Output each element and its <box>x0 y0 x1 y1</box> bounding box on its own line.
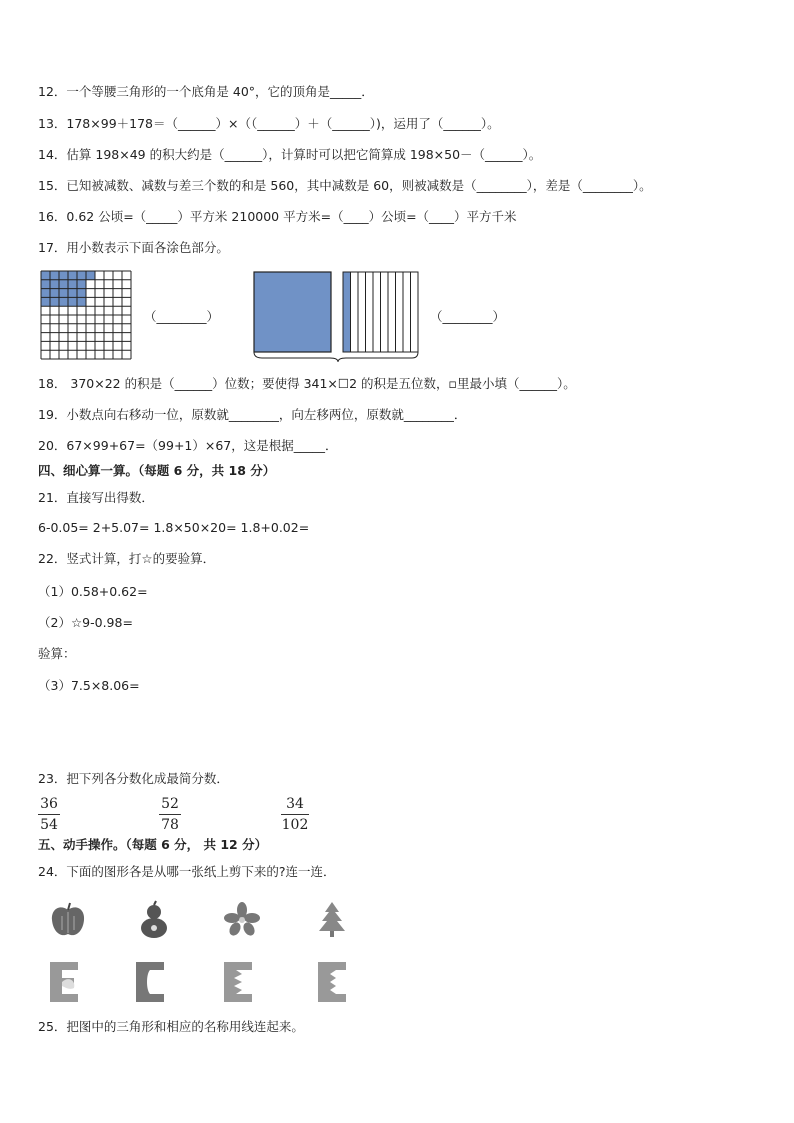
answer-blank-grid[interactable]: （________） <box>144 309 220 324</box>
question-12: 12．一个等腰三角形的一个底角是 40°，它的顶角是_____． <box>38 84 374 99</box>
grid-shaded-cell <box>77 289 86 298</box>
strip <box>351 272 359 352</box>
square-and-strips-figure <box>252 270 424 362</box>
fraction-2-denominator: 78 <box>161 817 179 833</box>
grid-shaded-cell <box>77 297 86 306</box>
fraction-2-numerator: 52 <box>161 796 179 812</box>
grid-shaded-cell <box>50 271 59 280</box>
paper-cut-1-icon[interactable] <box>48 960 82 1004</box>
strip <box>403 272 411 352</box>
grid-shaded-cell <box>41 271 50 280</box>
hundred-grid-figure <box>40 270 132 360</box>
flower-icon[interactable] <box>222 900 262 940</box>
section-4-heading: 四、细心算一算。（每题 6 分，共 18 分） <box>38 463 276 478</box>
grid-shaded-cell <box>50 280 59 289</box>
tree-icon[interactable] <box>312 900 352 940</box>
question-19: 19．小数点向右移动一位，原数就________，向左移两位，原数就________． <box>38 407 467 422</box>
grid-shaded-cell <box>41 289 50 298</box>
question-25: 25．把图中的三角形和相应的名称用线连起来。 <box>38 1019 304 1034</box>
grid-shaded-cell <box>68 297 77 306</box>
paper-cut-3-icon[interactable] <box>222 960 256 1004</box>
gourd-icon[interactable] <box>134 900 174 940</box>
strip <box>388 272 396 352</box>
strip <box>396 272 404 352</box>
grid-shaded-cell <box>59 271 68 280</box>
strip <box>366 272 374 352</box>
strip <box>358 272 366 352</box>
grouping-brace <box>254 352 418 362</box>
grid-shaded-cell <box>50 289 59 298</box>
question-18: 18． 370×22 的积是（______）位数；要使得 341×☐2 的积是五位数，▫里最小填（______）。 <box>38 376 576 391</box>
shaded-full-square <box>254 272 331 352</box>
grid-shaded-cell <box>41 297 50 306</box>
grid-shaded-cell <box>59 280 68 289</box>
question-13: 13．178×99＋178＝（______）×（（______）＋（______）)，运用了（______）。 <box>38 116 500 131</box>
grid-shaded-cell <box>50 297 59 306</box>
grid-shaded-cell <box>86 271 95 280</box>
question-20: 20．67×99+67=（99+1）×67，这是根据_____． <box>38 438 338 453</box>
question-21: 21．直接写出得数． <box>38 490 154 505</box>
question-22: 22．竖式计算，打☆的要验算． <box>38 551 216 566</box>
strip <box>381 272 389 352</box>
paper-cut-2-icon[interactable] <box>134 960 168 1004</box>
grid-shaded-cell <box>59 297 68 306</box>
grid-shaded-cell <box>77 271 86 280</box>
question-22-part-3: （3）7.5×8.06= <box>38 678 140 693</box>
check-label: 验算： <box>38 646 76 661</box>
question-22-part-1: （1）0.58+0.62= <box>38 584 148 599</box>
question-16: 16．0.62 公顷=（_____）平方米 210000 平方米=（____）公顷=（____）平方千米 <box>38 209 517 224</box>
question-14: 14．估算 198×49 的积大约是（______），计算时可以把它简算成 198×50－（______）。 <box>38 147 542 162</box>
fraction-1 <box>38 795 60 834</box>
fraction-1-numerator: 36 <box>40 796 58 812</box>
question-15: 15．已知被减数、减数与差三个数的和是 560，其中减数是 60，则被减数是（________），差是（________）。 <box>38 178 652 193</box>
grid-shaded-cell <box>68 289 77 298</box>
paper-cut-4-icon[interactable] <box>316 960 350 1004</box>
question-24: 24．下面的图形各是从哪一张纸上剪下来的?连一连． <box>38 864 336 879</box>
grid-shaded-cell <box>41 280 50 289</box>
fraction-2 <box>159 795 181 834</box>
section-5-heading: 五、动手操作。（每题 6 分， 共 12 分） <box>38 837 268 852</box>
answer-blank-strip[interactable]: （________） <box>430 309 506 324</box>
fraction-3 <box>281 795 309 834</box>
fraction-3-denominator: 102 <box>281 817 309 833</box>
question-17: 17．用小数表示下面各涂色部分。 <box>38 240 229 255</box>
apple-icon[interactable] <box>48 900 88 940</box>
shaded-strip <box>343 272 351 352</box>
grid-shaded-cell <box>59 289 68 298</box>
grid-shaded-cell <box>77 280 86 289</box>
question-22-part-2: （2）☆9-0.98= <box>38 615 133 630</box>
question-23: 23．把下列各分数化成最简分数． <box>38 771 229 786</box>
grid-shaded-cell <box>68 271 77 280</box>
strip <box>411 272 419 352</box>
fraction-1-denominator: 54 <box>40 817 58 833</box>
grid-shaded-cell <box>68 280 77 289</box>
question-21-items: 6-0.05= 2+5.07= 1.8×50×20= 1.8+0.02= <box>38 520 310 535</box>
fraction-3-numerator: 34 <box>286 796 304 812</box>
strip <box>373 272 381 352</box>
